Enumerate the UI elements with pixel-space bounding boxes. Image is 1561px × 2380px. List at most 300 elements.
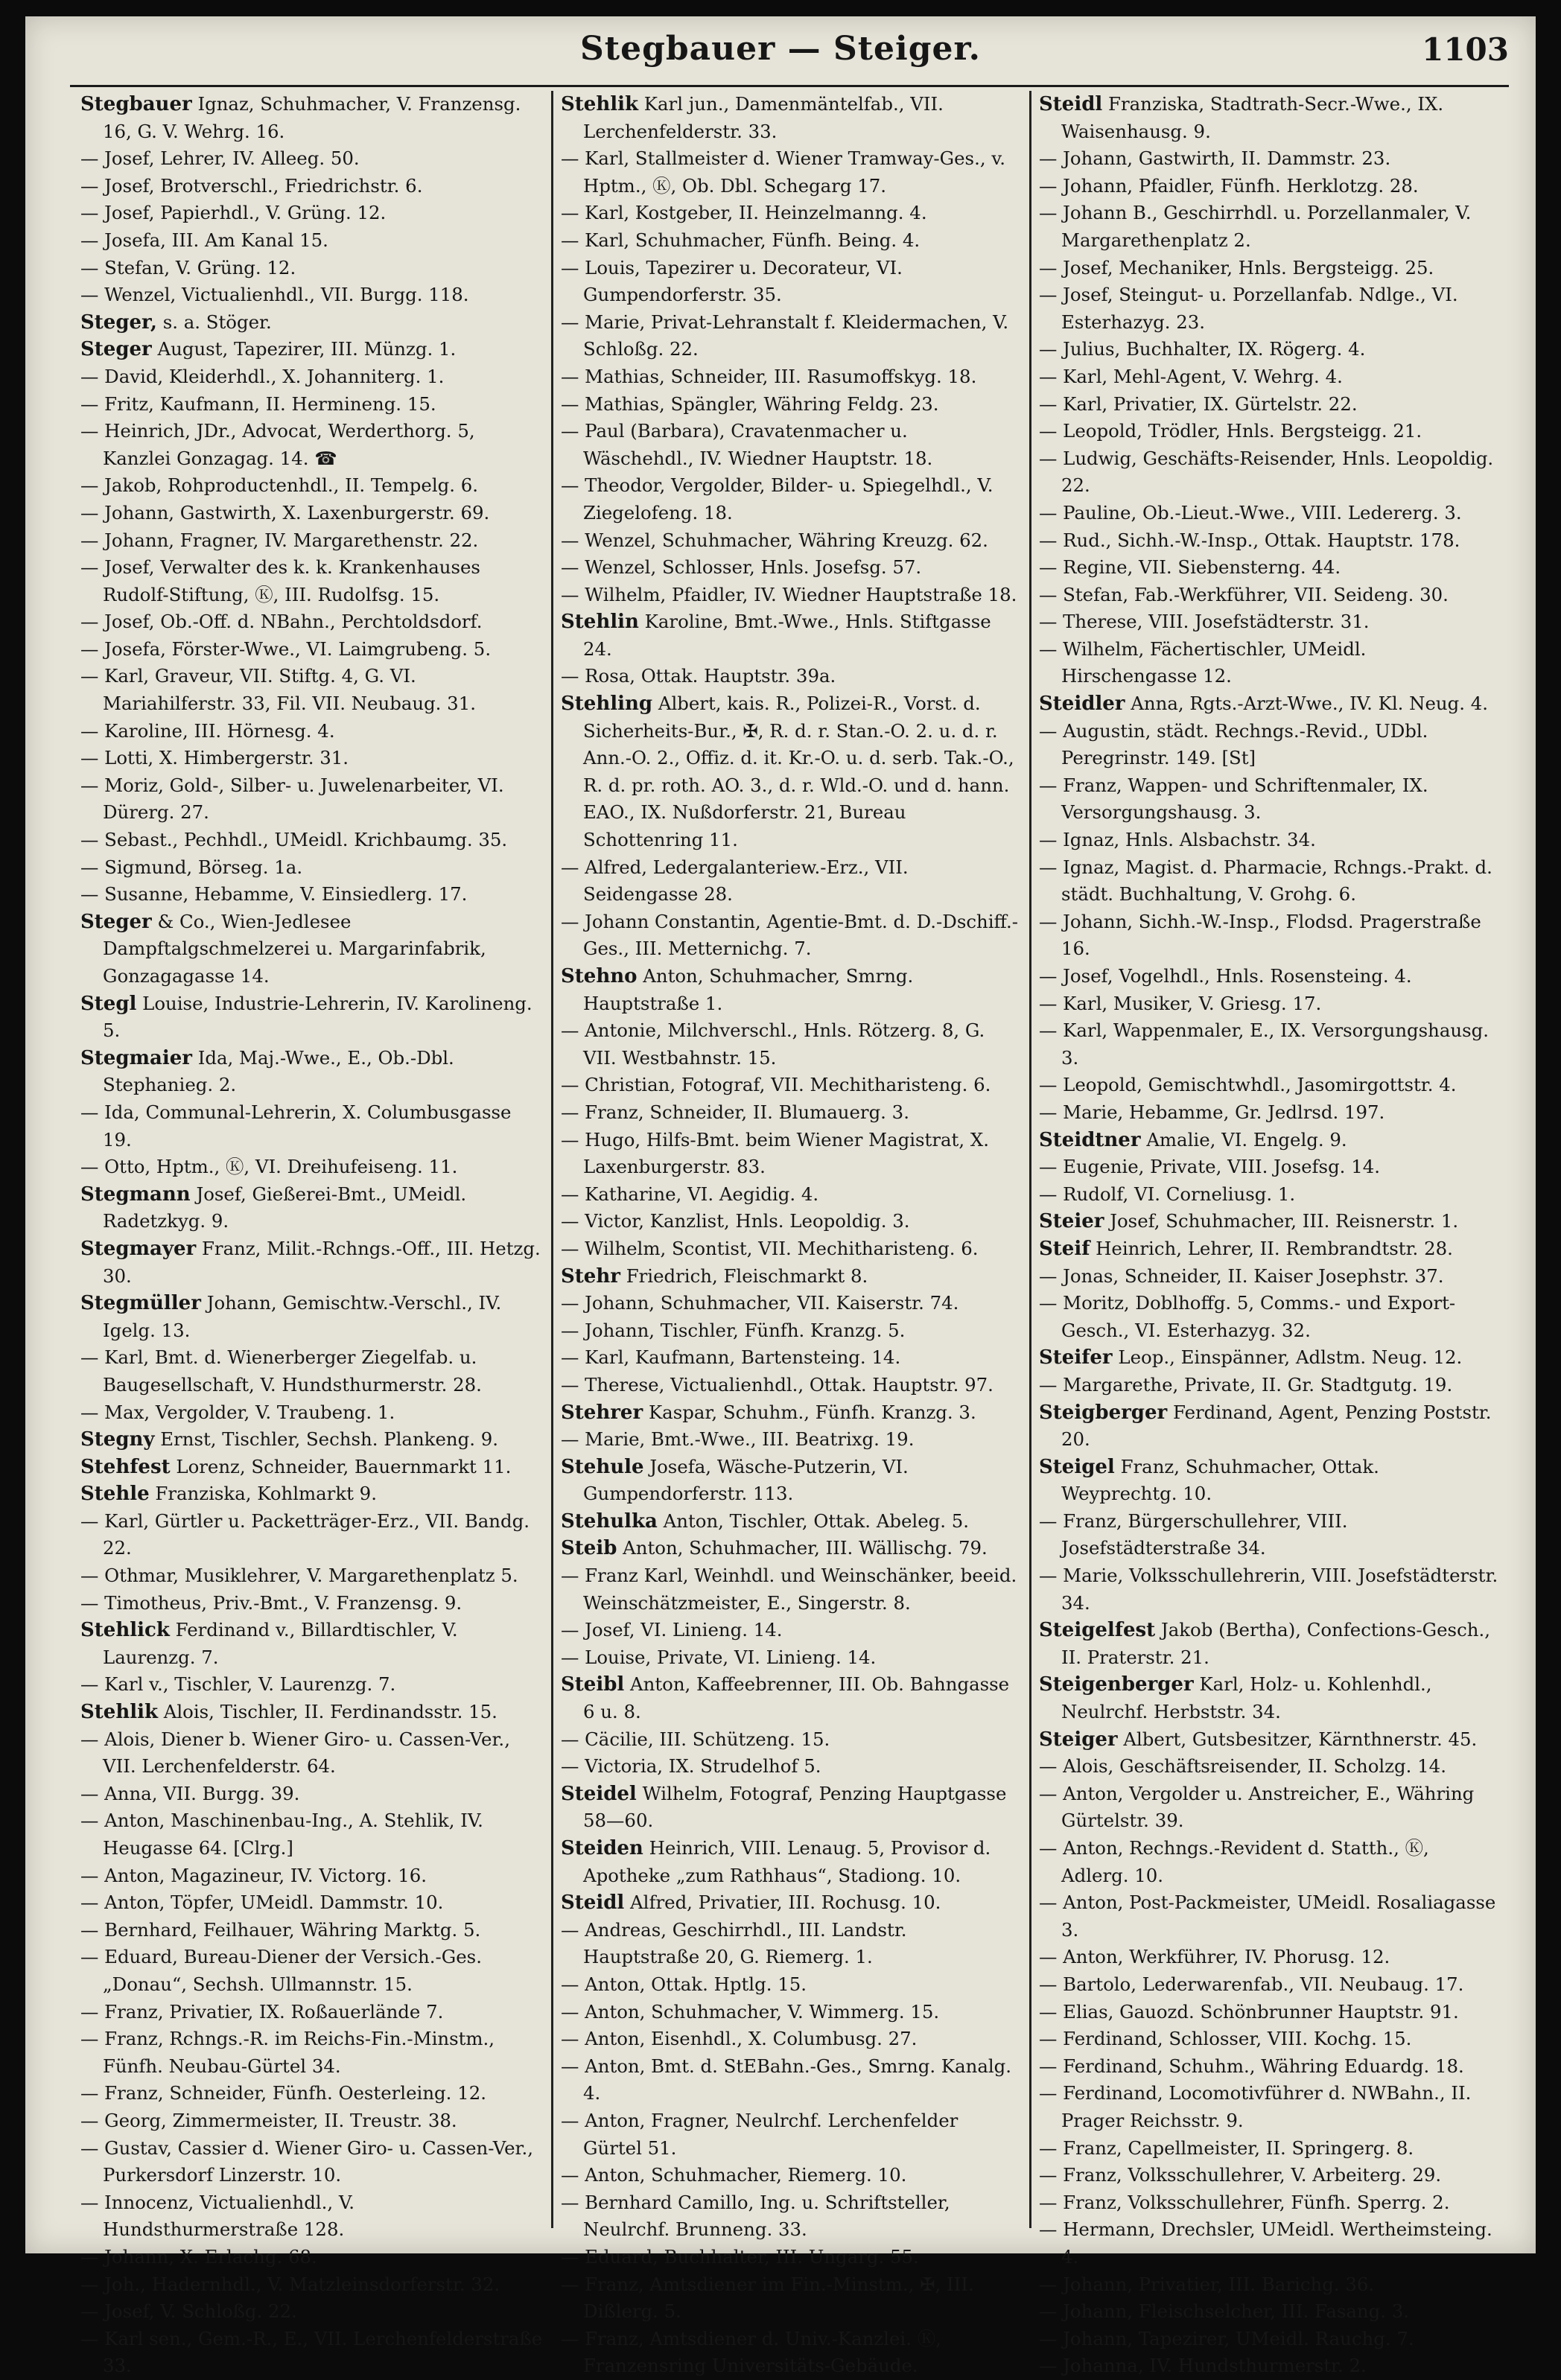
entry-surname: Steigberger: [1039, 1401, 1168, 1424]
entry-text: — Ferdinand, Locomotivführer d. NWBahn., II. Prager Reichsstr. 9.: [1039, 2082, 1472, 2131]
entry-text: Anton, Tischler, Ottak. Abeleg. 5.: [663, 1509, 970, 1532]
entry-text: — Leopold, Trödler, Hnls. Bergsteigg. 21.: [1039, 420, 1422, 442]
entry-text: — Johann, Privatier, III. Barichg. 36.: [1039, 2273, 1375, 2295]
entry-text: — Franz, Volksschullehrer, V. Arbeiterg. 29.: [1039, 2164, 1442, 2186]
entry-text: — Sebast., Pechhdl., UMeidl. Krichbaumg. 35.: [80, 829, 508, 851]
directory-entry: [80, 1999, 544, 2026]
directory-entry: [561, 690, 1022, 854]
directory-entry: [561, 1372, 1022, 1399]
directory-entry: [80, 145, 544, 173]
entry-text: — Josef, Lehrer, IV. Alleeg. 50.: [80, 147, 360, 170]
entry-text: — Anton, Schuhmacher, Riemerg. 10.: [561, 2164, 907, 2186]
directory-entry: [561, 2026, 1022, 2053]
directory-entry: [561, 227, 1022, 255]
directory-entry: [80, 1781, 544, 1808]
running-title: Stegbauer — Steiger.: [580, 30, 981, 68]
directory-entry: [1039, 1263, 1500, 1291]
directory-entry: [80, 1426, 544, 1454]
directory-entry: [1039, 1127, 1500, 1154]
entry-text: — Karl, Bmt. d. Wienerberger Ziegelfab. u. Baugesellschaft, V. Hundsthurmerstr. 28.: [80, 1346, 482, 1396]
directory-entry: [80, 1508, 544, 1562]
directory-entry: [561, 663, 1022, 690]
entry-surname: Stegmann: [80, 1183, 191, 1206]
entry-text: — Louise, Private, VI. Linieng. 14.: [561, 1646, 877, 1668]
entry-text: Josef, Schuhmacher, III. Reisnerstr. 1.: [1110, 1210, 1459, 1232]
directory-entry: [80, 472, 544, 500]
entry-surname: Stehrer: [561, 1401, 643, 1424]
directory-entry: [561, 1127, 1022, 1181]
column-left: [73, 91, 551, 2377]
entry-text: — Marie, Volksschullehrerin, VIII. Josefstädterstr. 34.: [1039, 1565, 1498, 1614]
directory-entry: [1039, 1617, 1500, 1671]
directory-entry: [1039, 1072, 1500, 1099]
entry-text: — Johann, Schuhmacher, VII. Kaiserstr. 74.: [561, 1292, 959, 1314]
entry-text: — Innocenz, Victualienhdl., V. Hundsthurmerstraße 128.: [80, 2191, 355, 2241]
directory-entry: [1039, 1017, 1500, 1072]
directory-entry: [1039, 145, 1500, 173]
entry-text: — Wenzel, Schuhmacher, Währing Kreuzg. 62.: [561, 529, 988, 551]
directory-entry: [561, 1344, 1022, 1372]
directory-entry: [561, 1753, 1022, 1781]
directory-entry: [561, 963, 1022, 1017]
entry-text: & Co., Wien-Jedlesee Dampftalgschmelzerei u. Margarinfabrik, Gonzagagasse 14.: [103, 910, 486, 987]
directory-entry: [1039, 2080, 1500, 2134]
directory-entry: [80, 227, 544, 255]
entry-text: — Josef, Mechaniker, Hnls. Bergsteigg. 25.: [1039, 256, 1434, 279]
entry-text: Karl jun., Damenmäntelfab., VII. Lerchenfelderstr. 33.: [583, 93, 944, 142]
directory-entry: [1039, 2053, 1500, 2081]
directory-entry: [561, 91, 1022, 145]
entry-text: — Victoria, IX. Strudelhof 5.: [561, 1755, 821, 1778]
entry-text: — Wilhelm, Scontist, VII. Mechitharisteng. 6.: [561, 1237, 979, 1259]
entry-text: — Karl, Mehl-Agent, V. Wehrg. 4.: [1039, 365, 1343, 387]
directory-entry: [80, 1181, 544, 1235]
entry-text: — Joh., Hadernhdl., V. Matzleinsdorferstr. 32.: [80, 2273, 500, 2295]
directory-entry: [1039, 1154, 1500, 1181]
directory-entry: [1039, 1290, 1500, 1344]
directory-entry: [1039, 500, 1500, 527]
entry-text: — Johann, Gastwirth, II. Dammstr. 23.: [1039, 147, 1391, 170]
entry-text: — Johann, Tapezirer, UMeidl. Rauchg. 7.: [1039, 2327, 1414, 2349]
directory-entry: [80, 554, 544, 608]
directory-entry: [80, 909, 544, 990]
entry-text: — Johanna, IV. Hundsthurmerstr. 2.: [1039, 2355, 1367, 2377]
entry-text: — Fritz, Kaufmann, II. Hermineng. 15.: [80, 392, 436, 415]
entry-text: — Bartolo, Lederwarenfab., VII. Neubaug. 17.: [1039, 1973, 1464, 1995]
directory-entry: [80, 1944, 544, 1998]
directory-entry: [80, 827, 544, 854]
directory-entry: [1039, 990, 1500, 1018]
header-rule: [70, 85, 1509, 87]
entry-text: — Franz, Amtsdiener d. Univ.-Kanzlei. Ⓚ, Franzensring Universitäts-Gebäude.: [561, 2327, 941, 2377]
directory-entry: [561, 2326, 1022, 2380]
entry-text: — Ferdinand, Schuhm., Währing Eduardg. 18.: [1039, 2055, 1464, 2077]
entry-surname: Steifer: [1039, 1346, 1113, 1369]
entry-text: — Josef, Steingut- u. Porzellanfab. Ndlge., VI. Esterhazyg. 23.: [1039, 284, 1458, 333]
directory-entry: [80, 2189, 544, 2244]
entry-text: — Johann Constantin, Agentie-Bmt. d. D.-Dschiff.-Ges., III. Metternichg. 7.: [561, 910, 1018, 960]
directory-entry: [1039, 418, 1500, 445]
entry-text: Karl, Holz- u. Kohlenhdl., Neulrchf. Herbststr. 34.: [1061, 1673, 1432, 1723]
directory-entry: [561, 200, 1022, 227]
directory-entry: [561, 2162, 1022, 2189]
directory-entry: [561, 527, 1022, 555]
directory-entry: [80, 1454, 544, 1481]
entry-text: — Moritz, Doblhoffg. 5, Comms.- und Export-Gesch., VI. Esterhazyg. 32.: [1039, 1292, 1456, 1341]
directory-entry: [80, 255, 544, 282]
entry-text: — Karl, Kostgeber, II. Heinzelmanng. 4.: [561, 202, 927, 224]
entry-text: — Ludwig, Geschäfts-Reisender, Hnls. Leopoldig. 22.: [1039, 447, 1494, 497]
directory-entry: [80, 2135, 544, 2189]
directory-entry: [561, 554, 1022, 582]
directory-entry: [1039, 909, 1500, 963]
column-middle: [551, 91, 1029, 2377]
directory-entry: [1039, 1753, 1500, 1781]
entry-surname: Stehling: [561, 693, 653, 716]
entry-text: Friedrich, Fleischmarkt 8.: [626, 1264, 868, 1287]
directory-entry: [1039, 255, 1500, 282]
directory-entry: [561, 1454, 1022, 1508]
directory-entry: [561, 418, 1022, 472]
entry-text: — Bernhard Camillo, Ing. u. Schriftsteller, Neulrchf. Brunneng. 33.: [561, 2191, 950, 2241]
entry-text: — Johann, Tischler, Fünfh. Kranzg. 5.: [561, 1319, 906, 1341]
entry-surname: Stehule: [561, 1455, 644, 1478]
directory-entry: [80, 1699, 544, 1726]
entry-text: — Bernhard, Feilhauer, Währing Marktg. 5.: [80, 1918, 481, 1941]
entry-text: Alfred, Privatier, III. Rochusg. 10.: [630, 1891, 941, 1914]
entry-surname: Steib: [561, 1537, 617, 1560]
entry-text: — Alfred, Ledergalanteriew.-Erz., VII. Seidengasse 28.: [561, 856, 909, 906]
entry-text: — Jonas, Schneider, II. Kaiser Josephstr. 37.: [1039, 1264, 1444, 1287]
directory-entry: [80, 1590, 544, 1617]
directory-entry: [80, 1399, 544, 1427]
entry-text: s. a. Stöger.: [162, 311, 272, 333]
entry-surname: Steiger: [1039, 1728, 1118, 1751]
directory-entry: [561, 1889, 1022, 1917]
directory-entry: [1039, 1971, 1500, 1999]
entry-text: — Wenzel, Victualienhdl., VII. Burgg. 118.: [80, 284, 469, 306]
directory-entry: [1039, 2162, 1500, 2189]
entry-text: — Anna, VII. Burgg. 39.: [80, 1782, 300, 1804]
entry-text: — Mathias, Spängler, Währing Feldg. 23.: [561, 392, 939, 415]
entry-text: Anton, Schuhmacher, III. Wällischg. 79.: [623, 1537, 988, 1559]
entry-text: — Leopold, Gemischtwhdl., Jasomirgottstr. 4.: [1039, 1074, 1457, 1096]
directory-entry: [1039, 1399, 1500, 1454]
directory-entry: [561, 2189, 1022, 2244]
entry-surname: Stehr: [561, 1264, 620, 1288]
entry-text: — Wilhelm, Pfaidler, IV. Wiedner Hauptstraße 18.: [561, 583, 1017, 605]
entry-surname: Stehlik: [561, 93, 638, 115]
entry-text: — Eduard, Buchhalter, III. Ungarg. 55.: [561, 2245, 919, 2268]
entry-text: — Ida, Communal-Lehrerin, X. Columbusgasse 19.: [80, 1101, 512, 1151]
entry-text: — Jakob, Rohproductenhdl., II. Tempelg. 6.: [80, 474, 479, 497]
directory-entry: [1039, 1235, 1500, 1263]
directory-entry: [80, 2298, 544, 2326]
entry-text: — Karl, Kaufmann, Bartensteing. 14.: [561, 1346, 901, 1369]
entry-text: — David, Kleiderhdl., X. Johanniterg. 1.: [80, 365, 445, 387]
directory-entry: [80, 2026, 544, 2080]
entry-text: — Ignaz, Magist. d. Pharmacie, Rchngs.-Prakt. d. städt. Buchhaltung, V. Grohg. 6.: [1039, 856, 1492, 906]
entry-surname: Stehfest: [80, 1455, 171, 1478]
entry-text: Kaspar, Schuhm., Fünfh. Kranzg. 3.: [648, 1401, 976, 1423]
directory-entry: [561, 608, 1022, 663]
entry-surname: Steidl: [1039, 93, 1103, 115]
directory-entry: [1039, 336, 1500, 363]
directory-page: [25, 16, 1536, 2377]
directory-entry: [1039, 2271, 1500, 2299]
entry-text: — Karl, Stallmeister d. Wiener Tramway-Ges., v. Hptm., Ⓚ, Ob. Dbl. Schegarg 17.: [561, 147, 1005, 197]
entry-text: — Anton, Magazineur, IV. Victorg. 16.: [80, 1864, 427, 1886]
directory-entry: [561, 1235, 1022, 1263]
entry-text: — Josef, Brotverschl., Friedrichstr. 6.: [80, 174, 423, 197]
entry-text: Ferdinand, Agent, Penzing Poststr. 20.: [1061, 1401, 1492, 1451]
entry-surname: Steger: [80, 338, 152, 361]
entry-text: — Augustin, städt. Rechngs.-Revid., UDbl. Peregrinstr. 149. [St]: [1039, 719, 1428, 769]
directory-entry: [1039, 2326, 1500, 2353]
directory-entry: [80, 608, 544, 636]
entry-text: Franziska, Stadtrath-Secr.-Wwe., IX. Waisenhausg. 9.: [1061, 93, 1444, 142]
entry-text: — Karl sen., Gem.-R., E., VII. Lerchenfelderstraße 33.: [80, 2327, 543, 2377]
directory-entry: [80, 1344, 544, 1399]
entry-text: — Johann, Fleischselcher, III. Fasang. 3.: [1039, 2300, 1410, 2323]
directory-entry: [561, 2244, 1022, 2271]
entry-text: Karoline, Bmt.-Wwe., Hnls. Stiftgasse 24.: [583, 611, 991, 660]
entry-text: — Julius, Buchhalter, IX. Rögerg. 4.: [1039, 338, 1366, 360]
entry-text: — Franz, Privatier, IX. Roßauerlände 7.: [80, 2000, 444, 2023]
directory-entry: [561, 1508, 1022, 1536]
directory-entry: [80, 1617, 544, 1671]
entry-text: — Andreas, Geschirrhdl., III. Landstr. Hauptstraße 20, G. Riemerg. 1.: [561, 1918, 907, 1968]
entry-text: — Johann, Pfaidler, Fünfh. Herklotzg. 28.: [1039, 174, 1419, 197]
entry-text: — Franz, Schneider, Fünfh. Oesterleing. 12.: [80, 2082, 486, 2104]
directory-entry: [1039, 582, 1500, 609]
entry-text: Louise, Industrie-Lehrerin, IV. Karolineng. 5.: [103, 992, 532, 1042]
entry-text: — Georg, Zimmermeister, II. Treustr. 38.: [80, 2109, 457, 2131]
column-right: [1029, 91, 1507, 2377]
entry-surname: Stehlik: [80, 1701, 158, 1724]
entry-text: — Anton, Rechngs.-Revident d. Statth., Ⓚ, Adlerg. 10.: [1039, 1837, 1429, 1886]
directory-entry: [80, 745, 544, 772]
directory-entry: [1039, 1944, 1500, 1971]
directory-entry: [1039, 608, 1500, 636]
entry-text: — Therese, Victualienhdl., Ottak. Hauptstr. 97.: [561, 1373, 993, 1396]
directory-entry: [80, 990, 544, 1045]
entry-text: — Eduard, Bureau-Diener der Versich.-Ges. „Donau“, Sechsh. Ullmannstr. 15.: [80, 1946, 482, 1995]
entry-text: — Sigmund, Börseg. 1a.: [80, 856, 303, 878]
directory-entry: [561, 1072, 1022, 1099]
directory-entry: [80, 1480, 544, 1508]
entry-text: Josef, Gießerei-Bmt., UMeidl. Radetzkyg. 9.: [103, 1183, 467, 1232]
entry-text: — Max, Vergolder, V. Traubeng. 1.: [80, 1401, 395, 1423]
entry-text: Franz, Schuhmacher, Ottak. Weyprechtg. 10.: [1061, 1455, 1379, 1505]
directory-entry: [80, 2080, 544, 2107]
entry-text: — Regine, VII. Siebensterng. 44.: [1039, 556, 1341, 579]
entry-text: — Anton, Vergolder u. Anstreicher, E., Währing Gürtelstr. 39.: [1039, 1782, 1475, 1832]
directory-entry: [1039, 1781, 1500, 1835]
entry-surname: Stegmaier: [80, 1046, 192, 1069]
directory-entry: [561, 1644, 1022, 1672]
entry-surname: Stegl: [80, 992, 137, 1015]
entry-text: Ida, Maj.-Wwe., E., Ob.-Dbl. Stephanieg. 2.: [103, 1046, 454, 1096]
entry-surname: Stehulka: [561, 1509, 658, 1533]
entry-surname: Steiden: [561, 1837, 643, 1859]
entry-text: — Anton, Fragner, Neulrchf. Lerchenfelder Gürtel 51.: [561, 2109, 958, 2159]
directory-entry: [80, 200, 544, 227]
entry-text: — Otto, Hptm., Ⓚ, VI. Dreihufeiseng. 11.: [80, 1156, 458, 1178]
directory-entry: [561, 2053, 1022, 2107]
entry-text: — Rosa, Ottak. Hauptstr. 39a.: [561, 665, 836, 687]
entry-text: — Ignaz, Hnls. Alsbachstr. 34.: [1039, 829, 1316, 851]
directory-entry: [1039, 854, 1500, 909]
entry-text: — Mathias, Schneider, III. Rasumoffskyg. 18.: [561, 365, 977, 387]
directory-entry: [1039, 1099, 1500, 1127]
directory-entry: [80, 1099, 544, 1154]
directory-entry: [80, 2107, 544, 2135]
directory-entry: [80, 718, 544, 745]
directory-entry: [80, 500, 544, 527]
directory-entry: [1039, 1508, 1500, 1562]
directory-entry: [1039, 2216, 1500, 2271]
directory-entry: [561, 1399, 1022, 1427]
entry-surname: Stegbauer: [80, 93, 192, 115]
entry-surname: Steibl: [561, 1673, 625, 1696]
directory-entry: [561, 1971, 1022, 1999]
directory-entry: [80, 527, 544, 555]
entry-text: — Theodor, Vergolder, Bilder- u. Spiegelhdl., V. Ziegelofeng. 18.: [561, 474, 993, 524]
entry-text: — Johann, Sichh.-W.-Insp., Flodsd. Pragerstraße 16.: [1039, 910, 1481, 960]
directory-entry: [80, 363, 544, 391]
entry-text: Johann, Gemischtw.-Verschl., IV. Igelg. 13.: [103, 1292, 502, 1341]
directory-entry: [1039, 718, 1500, 772]
directory-entry: [1039, 281, 1500, 336]
directory-entry: [561, 255, 1022, 309]
directory-entry: [80, 854, 544, 882]
directory-entry: [80, 309, 544, 337]
directory-entry: [561, 2107, 1022, 2162]
directory-entry: [1039, 690, 1500, 718]
directory-entry: [1039, 200, 1500, 254]
directory-entry: [80, 1154, 544, 1181]
directory-entry: [80, 336, 544, 363]
directory-entry: [561, 1181, 1022, 1209]
directory-entry: [561, 1426, 1022, 1454]
directory-entry: [1039, 2026, 1500, 2053]
directory-entry: [1039, 445, 1500, 500]
entry-text: — Franz, Wappen- und Schriftenmaler, IX. Versorgungshausg. 3.: [1039, 774, 1428, 824]
directory-entry: [1039, 173, 1500, 200]
entry-surname: Steidl: [561, 1891, 625, 1915]
entry-text: — Karl, Privatier, IX. Gürtelstr. 22.: [1039, 392, 1358, 415]
entry-text: — Moriz, Gold-, Silber- u. Juwelenarbeiter, VI. Dürerg. 27.: [80, 774, 504, 824]
entry-text: — Hermann, Drechsler, UMeidl. Wertheimsteing. 4.: [1039, 2218, 1492, 2268]
entry-text: — Karl, Graveur, VII. Stiftg. 4, G. VI. Mariahilferstr. 33, Fil. VII. Neubaug. 31.: [80, 665, 476, 715]
entry-text: Josefa, Wäsche-Putzerin, VI. Gumpendorferstr. 113.: [583, 1455, 909, 1505]
entry-text: Albert, Gutsbesitzer, Kärnthnerstr. 45.: [1123, 1728, 1478, 1750]
directory-entry: [561, 2271, 1022, 2326]
entry-text: Heinrich, VIII. Lenaug. 5, Provisor d. Apotheke „zum Rathhaus“, Stadiong. 10.: [583, 1837, 991, 1886]
entry-text: — Johann, Gastwirth, X. Laxenburgerstr. 69.: [80, 501, 490, 524]
entry-text: Franz, Milit.-Rchngs.-Off., III. Hetzg. 30.: [103, 1237, 541, 1287]
entry-text: — Rud., Sichh.-W.-Insp., Ottak. Hauptstr. 178.: [1039, 529, 1460, 551]
directory-entry: [561, 1999, 1022, 2026]
directory-entry: [561, 909, 1022, 963]
entry-text: — Louis, Tapezirer u. Decorateur, VI. Gumpendorferstr. 35.: [561, 256, 903, 306]
directory-entry: [80, 2326, 544, 2380]
entry-text: — Franz, Rchngs.-R. im Reichs-Fin.-Minstm., Fünfh. Neubau-Gürtel 34.: [80, 2028, 495, 2077]
entry-surname: Stegmayer: [80, 1237, 197, 1260]
entry-text: Heinrich, Lehrer, II. Rembrandtstr. 28.: [1096, 1237, 1453, 1259]
entry-text: Alois, Tischler, II. Ferdinandsstr. 15.: [163, 1701, 497, 1723]
directory-entry: [1039, 1454, 1500, 1508]
directory-entry: [561, 1562, 1022, 1617]
entry-surname: Stehlick: [80, 1619, 170, 1642]
directory-entry: [1039, 1835, 1500, 1889]
entry-text: — Lotti, X. Himbergerstr. 31.: [80, 747, 349, 769]
directory-entry: [80, 1235, 544, 1290]
directory-entry: [561, 1726, 1022, 1754]
entry-text: — Christian, Fotograf, VII. Mechitharisteng. 6.: [561, 1074, 991, 1096]
entry-text: — Anton, Eisenhdl., X. Columbusg. 27.: [561, 2028, 918, 2050]
entry-text: — Josef, Papierhdl., V. Grüng. 12.: [80, 202, 387, 224]
entry-text: — Johann B., Geschirrhdl. u. Porzellanmaler, V. Margarethenplatz 2.: [1039, 202, 1472, 251]
entry-text: Ernst, Tischler, Sechsh. Plankeng. 9.: [160, 1428, 498, 1451]
directory-entry: [561, 472, 1022, 526]
entry-text: — Josefa, Förster-Wwe., VI. Laimgrubeng. 5.: [80, 637, 492, 660]
entry-text: Franziska, Kohlmarkt 9.: [155, 1483, 377, 1505]
entry-text: — Eugenie, Private, VIII. Josefsg. 14.: [1039, 1156, 1380, 1178]
entry-text: — Karl v., Tischler, V. Laurenzg. 7.: [80, 1673, 396, 1696]
entry-text: — Othmar, Musiklehrer, V. Margarethenplatz 5.: [80, 1565, 518, 1587]
directory-columns: [73, 91, 1509, 2377]
entry-text: Ferdinand v., Billardtischler, V. Laurenzg. 7.: [103, 1619, 458, 1668]
entry-text: — Stefan, Fab.-Werkführer, VII. Seideng. 30.: [1039, 583, 1449, 605]
directory-entry: [561, 1208, 1022, 1235]
entry-text: — Elias, Gauozd. Schönbrunner Hauptstr. 91.: [1039, 2000, 1459, 2023]
entry-text: — Johann, Fragner, IV. Margarethenstr. 22.: [80, 529, 479, 551]
entry-text: — Karoline, III. Hörnesg. 4.: [80, 719, 335, 742]
entry-text: — Karl, Musiker, V. Griesg. 17.: [1039, 992, 1322, 1014]
entry-text: — Marie, Bmt.-Wwe., III. Beatrixg. 19.: [561, 1428, 915, 1451]
entry-surname: Steier: [1039, 1210, 1104, 1233]
entry-text: — Paul (Barbara), Cravatenmacher u. Wäschehdl., IV. Wiedner Hauptstr. 18.: [561, 420, 933, 469]
directory-entry: [561, 309, 1022, 363]
entry-text: — Franz, Bürgerschullehrer, VIII. Josefstädterstraße 34.: [1039, 1509, 1348, 1559]
directory-entry: [561, 1317, 1022, 1345]
directory-entry: [1039, 1889, 1500, 1944]
directory-entry: [1039, 527, 1500, 555]
entry-text: Jakob (Bertha), Confections-Gesch., II. Praterstr. 21.: [1061, 1619, 1490, 1668]
directory-entry: [1039, 963, 1500, 990]
directory-entry: [561, 1835, 1022, 1889]
directory-entry: [80, 91, 544, 145]
directory-entry: [80, 1671, 544, 1699]
entry-surname: Steigel: [1039, 1455, 1115, 1478]
directory-entry: [80, 173, 544, 200]
directory-entry: [561, 1263, 1022, 1291]
entry-text: — Timotheus, Priv.-Bmt., V. Franzensg. 9.: [80, 1591, 462, 1614]
directory-entry: [1039, 2352, 1500, 2380]
entry-text: — Anton, Bmt. d. StEBahn.-Ges., Smrng. Kanalg. 4.: [561, 2055, 1012, 2104]
directory-entry: [561, 1535, 1022, 1562]
entry-text: — Anton, Ottak. Hptlg. 15.: [561, 1973, 807, 1995]
directory-entry: [80, 1889, 544, 1917]
entry-text: — Franz Karl, Weinhdl. und Weinschänker, beeid. Weinschätzmeister, E., Singerstr. 8.: [561, 1565, 1017, 1614]
entry-text: — Gustav, Cassier d. Wiener Giro- u. Cassen-Ver., Purkersdorf Linzerstr. 10.: [80, 2136, 533, 2186]
directory-entry: [561, 1617, 1022, 1644]
entry-text: — Antonie, Milchverschl., Hnls. Rötzerg. 8, G. VII. Westbahnstr. 15.: [561, 1019, 985, 1069]
directory-entry: [80, 1562, 544, 1590]
directory-entry: [561, 1290, 1022, 1317]
